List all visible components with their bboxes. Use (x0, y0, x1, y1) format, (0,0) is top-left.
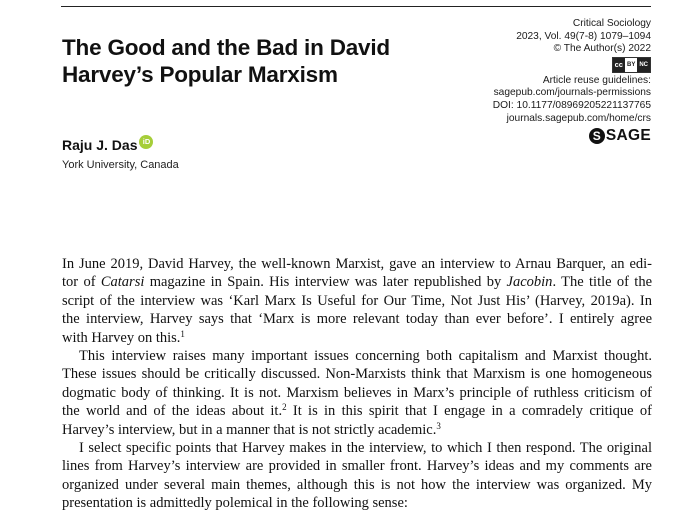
p1-line-4: the interview, Harvey says that ‘Marx is more relevant today than ever before’. I entirely agree (62, 311, 652, 328)
nc-icon: NC (637, 58, 650, 72)
p1-line-3: script of the interview was ‘Karl Marx Is Useful for Our Time, Not Just His’ (Harvey, 2019a). In (62, 292, 652, 309)
header-rule (61, 6, 651, 7)
p2-line-1: This interview raises many important issues concerning both capitalism and Marxist thought. (79, 348, 652, 365)
copyright: © The Author(s) 2022 (553, 43, 651, 55)
catarsi-italic: Catarsi (100, 274, 145, 291)
p1-line-5: with Harvey on this.$^1$ (62, 328, 185, 346)
cc-license-icon[interactable] (612, 57, 651, 74)
reuse-label: Article reuse guidelines: (542, 74, 651, 86)
author-name-text: Raju J. Das (62, 137, 138, 153)
journal-link[interactable]: journals.sagepub.com/home/crs (506, 112, 651, 124)
orcid-icon[interactable]: iD (139, 135, 153, 149)
author-affiliation: York University, Canada (62, 159, 179, 171)
journal-volume: 2023, Vol. 49(7-8) 1079–1094 (516, 30, 651, 42)
footnote-2[interactable]: 2 (282, 402, 287, 413)
p2-line-2: These issues should be critically discussed. Non-Marxists think that Marxism is one homogeneous (62, 366, 652, 383)
p1-line-2: tor of Catarsi magazine in Spain. His interview was later republished by Jacobin. The title of the (62, 274, 653, 291)
author-name (62, 137, 153, 153)
by-icon: BY (626, 61, 636, 68)
article-body (62, 255, 652, 513)
p3-line-3: organized under several main themes, although this is not how the interview was organized. My (62, 476, 652, 493)
cc-license-row (411, 56, 651, 75)
sage-logo (589, 128, 651, 144)
sage-logo-text: SAGE (605, 126, 651, 144)
doi-link[interactable]: DOI: 10.1177/08969205221137765 (492, 99, 651, 111)
footnote-3[interactable]: 3 (436, 420, 441, 431)
journal-meta (411, 18, 651, 145)
p3-line-1: I select specific points that Harvey makes in the interview, to which I then respond. The original (79, 440, 652, 457)
title-line-2: Harvey’s Popular Marxism (62, 62, 338, 87)
p3-line-4: presentation is admittedly polemical in the following sense: (62, 495, 408, 512)
cc-icon: cc (613, 58, 625, 72)
footnote-1[interactable]: 1 (180, 328, 185, 339)
title-line-1: The Good and the Bad in David (62, 35, 390, 60)
p2-line-3: dogmatic body of thinking. It is not. Marxism believes in Marx’s principle of ruthless criticism of (62, 384, 652, 401)
p2-line-5: Harvey’s interview, but in a manner that is not strictly academic.$^3$ (62, 420, 441, 438)
jacobin-italic: Jacobin (506, 274, 553, 291)
p3-line-2: lines from Harvey’s interview are provided in smaller front. Harvey’s ideas and my comments are (62, 458, 652, 475)
journal-name: Critical Sociology (572, 18, 651, 29)
p2-line-4: the world and of the ideas about it.$^2$ It is in this spirit that I engage in a comradely critique of (62, 402, 652, 420)
reuse-link[interactable]: sagepub.com/journals-permissions (493, 87, 651, 99)
sage-mark-icon: S (589, 128, 605, 144)
p1-line-1: In June 2019, David Harvey, the well-known Marxist, gave an interview to Arnau Barquer, an edi- (62, 256, 652, 272)
